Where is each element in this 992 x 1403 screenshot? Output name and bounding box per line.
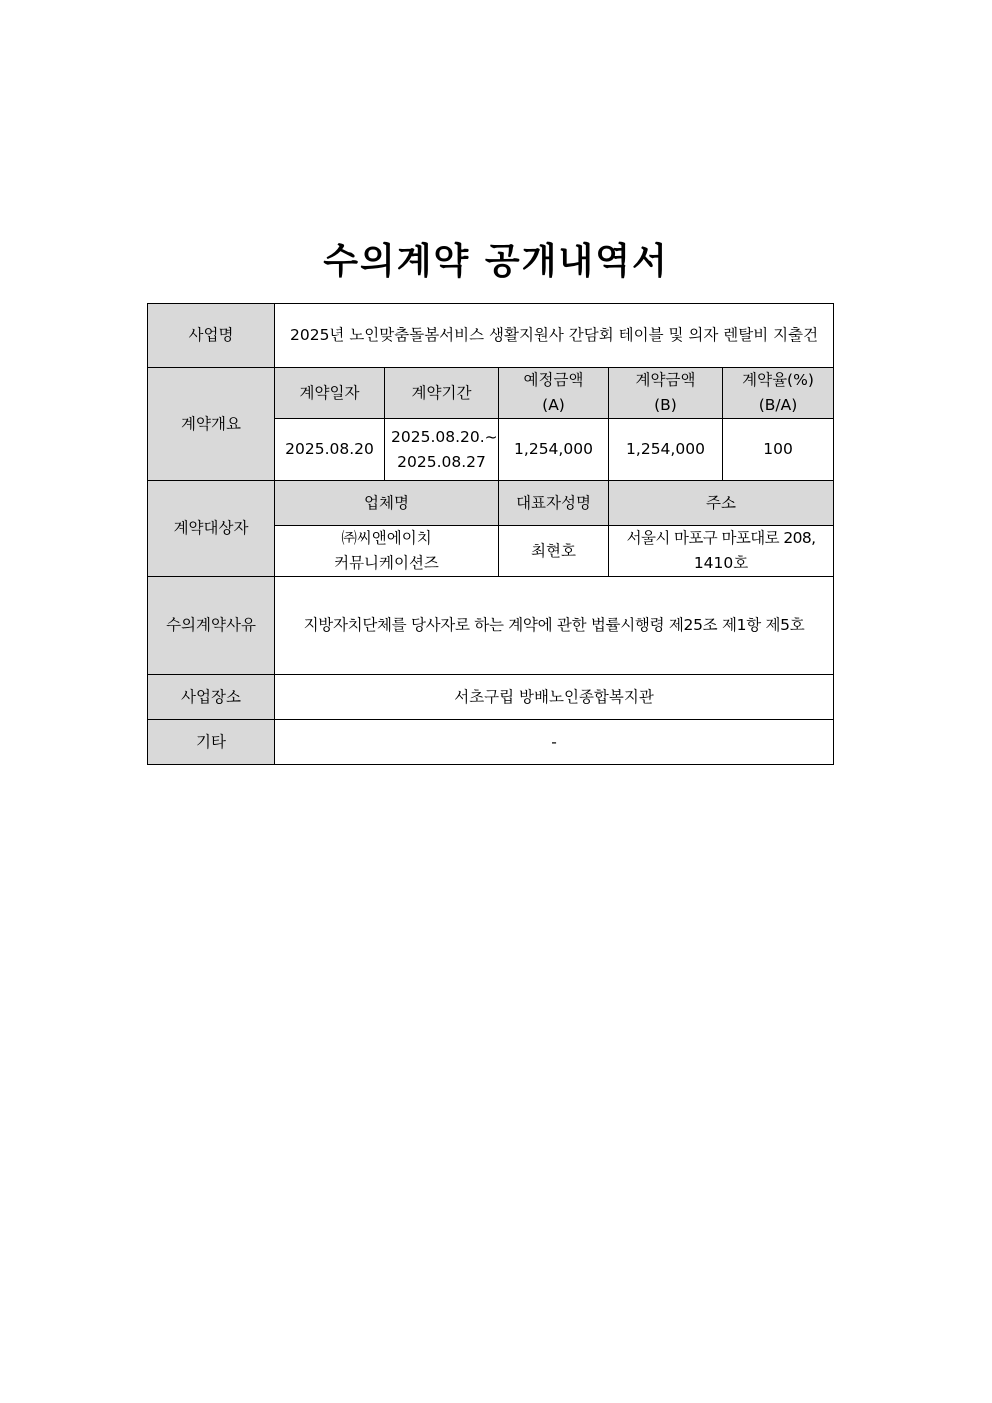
contract-summary-label: 계약개요 <box>148 368 275 481</box>
contractor-label: 계약대상자 <box>148 481 275 577</box>
company-name-line2: 커뮤니케이션즈 <box>334 554 439 572</box>
contract-amount-header-line2: (B) <box>654 396 677 414</box>
etc-label: 기타 <box>148 720 275 765</box>
location-label: 사업장소 <box>148 675 275 720</box>
reason-label: 수의계약사유 <box>148 577 275 675</box>
estimated-amount-header-line1: 예정금액 <box>523 371 584 389</box>
contract-disclosure-table <box>147 303 834 765</box>
estimated-amount-header-line2: (A) <box>542 396 565 414</box>
etc-row <box>148 720 834 765</box>
contract-rate-header-line1: 계약율(%) <box>742 371 814 389</box>
contract-amount-value: 1,254,000 <box>609 419 723 481</box>
etc-value: - <box>275 720 834 765</box>
contract-period-header: 계약기간 <box>385 368 499 419</box>
contract-period-start: 2025.08.20.~ <box>391 427 498 446</box>
contract-period-end: 2025.08.27 <box>397 452 486 471</box>
company-name-line1: ㈜씨앤에이치 <box>341 529 432 547</box>
location-value: 서초구립 방배노인종합복지관 <box>275 675 834 720</box>
address-header: 주소 <box>609 481 834 526</box>
company-name-value <box>275 526 499 577</box>
address-line2: 1410호 <box>693 554 749 572</box>
location-row <box>148 675 834 720</box>
project-name-row <box>148 304 834 368</box>
contract-rate-value: 100 <box>723 419 834 481</box>
representative-header: 대표자성명 <box>499 481 609 526</box>
contract-summary-header-row <box>148 368 834 419</box>
address-value <box>609 526 834 577</box>
contract-date-header: 계약일자 <box>275 368 385 419</box>
contract-amount-header-line1: 계약금액 <box>635 371 696 389</box>
contract-rate-header <box>723 368 834 419</box>
document-title: 수의계약 공개내역서 <box>323 241 669 282</box>
estimated-amount-value: 1,254,000 <box>499 419 609 481</box>
contractor-header-row <box>148 481 834 526</box>
reason-value: 지방자치단체를 당사자로 하는 계약에 관한 법률시행령 제25조 제1항 제5호 <box>275 577 834 675</box>
contract-amount-header <box>609 368 723 419</box>
representative-value: 최현호 <box>499 526 609 577</box>
company-name-header: 업체명 <box>275 481 499 526</box>
project-name-value: 2025년 노인맞춤돌봄서비스 생활지원사 간담회 테이블 및 의자 렌탈비 지출건 <box>275 304 834 368</box>
reason-row <box>148 577 834 675</box>
contract-date-value: 2025.08.20 <box>275 419 385 481</box>
project-name-label: 사업명 <box>148 304 275 368</box>
contract-period-value <box>385 419 499 481</box>
contract-rate-header-line2: (B/A) <box>758 396 798 414</box>
address-line1: 서울시 마포구 마포대로 208, <box>626 529 816 547</box>
estimated-amount-header <box>499 368 609 419</box>
